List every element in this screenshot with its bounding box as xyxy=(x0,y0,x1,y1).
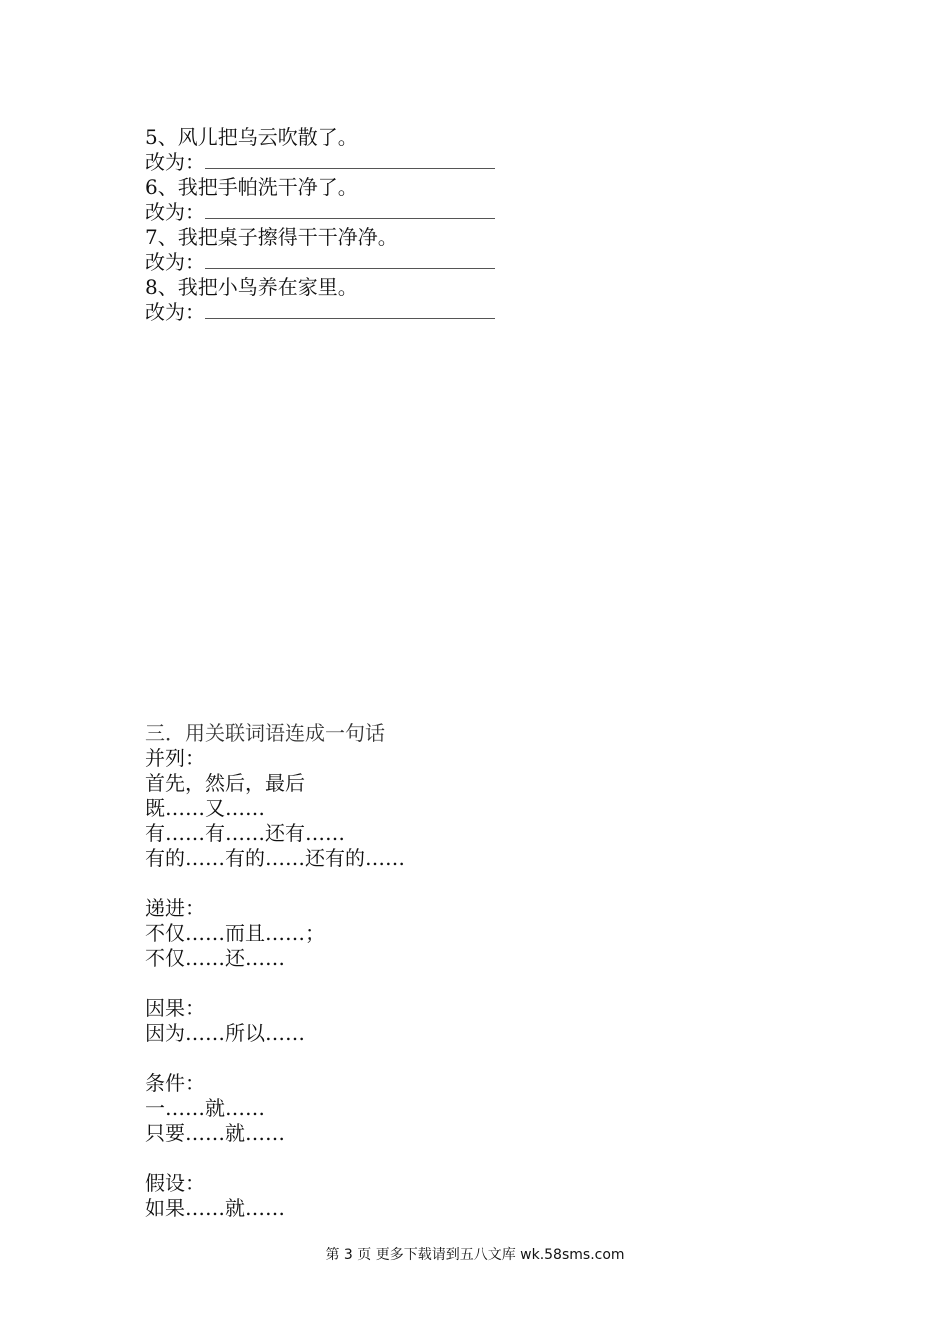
connective-item: 不仅……还…… xyxy=(145,946,285,970)
connective-item: 有……有……还有…… xyxy=(145,821,345,845)
section-heading: 三．用关联词语连成一句话 xyxy=(145,721,385,745)
exercise-answer-line-8 xyxy=(145,300,495,325)
rewrite-prompt: 改为： xyxy=(145,300,205,324)
connective-item: 一……就…… xyxy=(145,1096,265,1120)
exercise-sentence-6: 6、我把手帕洗干净了。 xyxy=(145,175,358,199)
answer-blank xyxy=(205,250,495,269)
exercise-sentence-8: 8、我把小鸟养在家里。 xyxy=(145,275,358,299)
answer-blank xyxy=(205,300,495,319)
exercise-sentence-7: 7、我把桌子擦得干干净净。 xyxy=(145,225,398,249)
answer-blank xyxy=(205,200,495,219)
group-label-causal: 因果： xyxy=(145,996,205,1020)
group-label-parallel: 并列： xyxy=(145,746,205,770)
connective-item: 不仅……而且……； xyxy=(145,921,325,945)
exercise-answer-line-7 xyxy=(145,250,495,275)
rewrite-prompt: 改为： xyxy=(145,200,205,224)
exercise-sentence-5: 5、风儿把乌云吹散了。 xyxy=(145,125,358,149)
rewrite-prompt: 改为： xyxy=(145,250,205,274)
connective-item: 如果……就…… xyxy=(145,1196,285,1220)
group-label-hypothetical: 假设： xyxy=(145,1171,205,1195)
exercise-answer-line-5 xyxy=(145,150,495,175)
connective-item: 因为……所以…… xyxy=(145,1021,305,1045)
exercise-answer-line-6 xyxy=(145,200,495,225)
connective-item: 既……又…… xyxy=(145,796,265,820)
connective-item: 有的……有的……还有的…… xyxy=(145,846,405,870)
page-footer: 第 3 页 更多下载请到五八文库 wk.58sms.com xyxy=(325,1247,625,1263)
group-label-progressive: 递进： xyxy=(145,896,205,920)
group-label-conditional: 条件： xyxy=(145,1071,205,1095)
connective-item: 首先，然后，最后 xyxy=(145,771,305,795)
connective-item: 只要……就…… xyxy=(145,1121,285,1145)
answer-blank xyxy=(205,150,495,169)
rewrite-prompt: 改为： xyxy=(145,150,205,174)
